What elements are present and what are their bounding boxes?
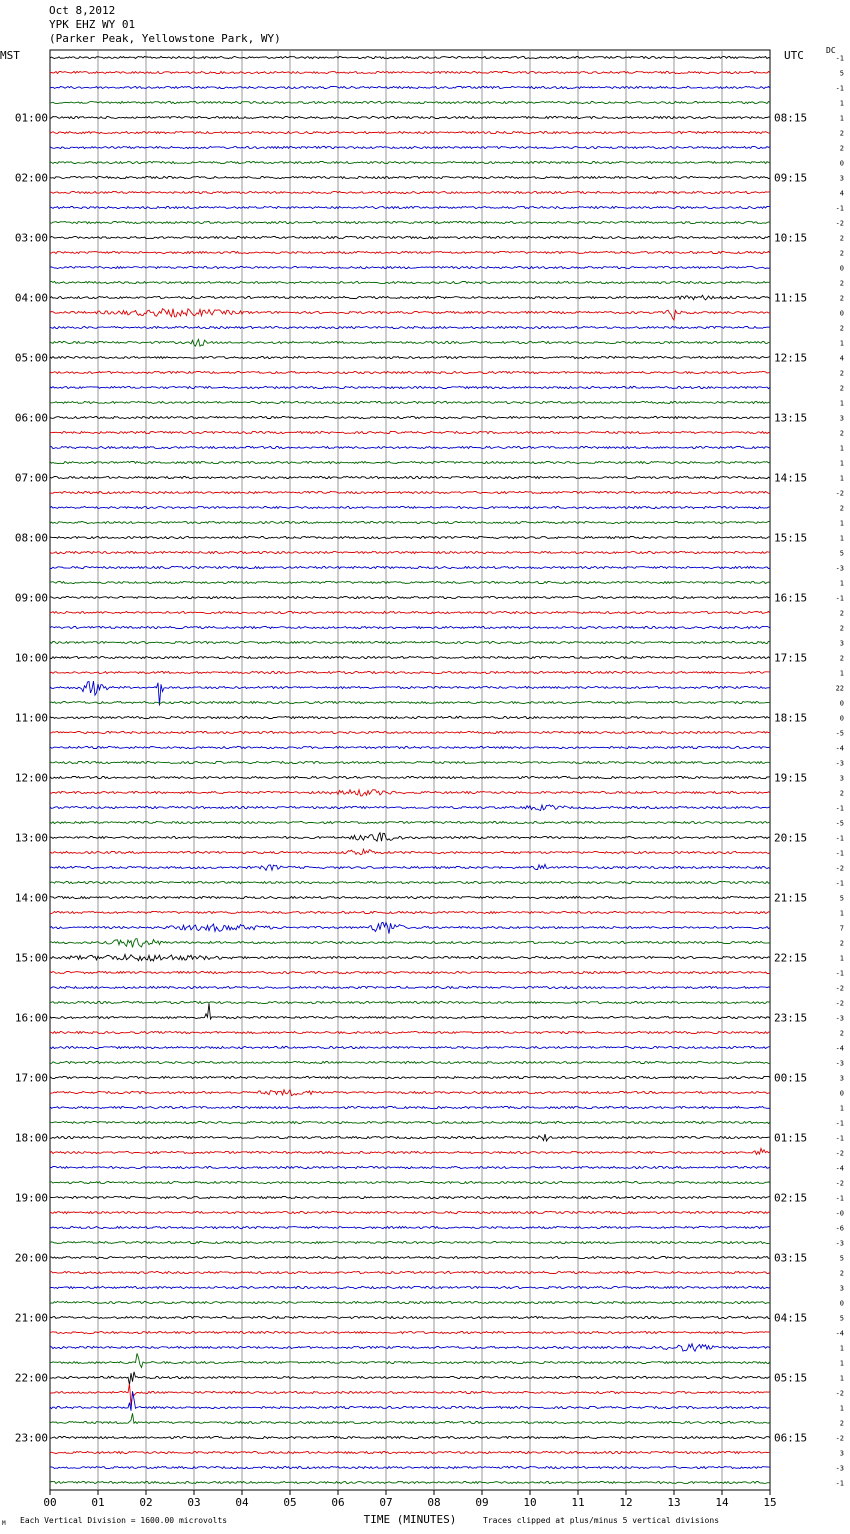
trace-row-94: [50, 1451, 770, 1453]
utc-hour-label: 12:15: [774, 351, 808, 365]
utc-label: UTC: [784, 49, 804, 62]
dc-offset-label: -3: [835, 564, 844, 573]
trace-row-23: [50, 386, 770, 388]
utc-hour-label: 06:15: [774, 1431, 808, 1445]
x-tick-label: 15: [763, 1496, 777, 1509]
dc-offset-label: -1: [835, 1119, 844, 1128]
utc-hour-label: 22:15: [774, 951, 808, 965]
trace-row-11: [50, 206, 770, 208]
mst-hour-label: 05:00: [14, 351, 48, 365]
dc-offset-label: -1: [835, 804, 844, 813]
x-tick-label: 04: [235, 1496, 249, 1509]
dc-offset-label: 0: [839, 1089, 844, 1098]
dc-offset-label: 3: [839, 1074, 844, 1083]
trace-row-22: [50, 371, 770, 373]
chart-station: YPK EHZ WY 01: [49, 18, 136, 31]
dc-offset-label: 0: [839, 699, 844, 708]
dc-offset-label: -2: [835, 1149, 844, 1158]
dc-offset-label: -5: [835, 819, 844, 828]
trace-row-6: [50, 131, 770, 133]
trace-row-65: [50, 1004, 770, 1020]
trace-row-17: [50, 295, 770, 300]
trace-row-61: [50, 955, 770, 961]
dc-offset-label: 2: [839, 144, 844, 153]
dc-offset-label: 1: [839, 579, 844, 588]
dc-offset-label: 1: [839, 954, 844, 963]
dc-offset-label: -2: [835, 219, 844, 228]
dc-offset-label: 1: [839, 1359, 844, 1368]
trace-row-24: [50, 401, 770, 403]
dc-offset-label: 1: [839, 534, 844, 543]
trace-row-31: [50, 506, 770, 508]
trace-row-58: [50, 911, 770, 913]
dc-offset-label: 2: [839, 624, 844, 633]
trace-row-54: [50, 849, 770, 855]
trace-row-53: [50, 833, 770, 842]
dc-offset-label: 1: [839, 669, 844, 678]
trace-row-8: [50, 161, 770, 163]
footer-mark: M: [2, 1520, 6, 1527]
dc-offset-label: 1: [839, 114, 844, 123]
trace-row-48: [50, 761, 770, 763]
mst-hour-label: 15:00: [14, 951, 48, 965]
mst-hour-label: 14:00: [14, 891, 48, 905]
trace-row-45: [50, 716, 770, 718]
dc-offset-label: -1: [835, 834, 844, 843]
x-tick-label: 06: [331, 1496, 345, 1509]
utc-hour-label: 21:15: [774, 891, 808, 905]
dc-offset-label: 2: [839, 369, 844, 378]
mst-label: MST: [0, 49, 20, 62]
trace-row-80: [50, 1241, 770, 1243]
x-tick-label: 08: [427, 1496, 441, 1509]
x-tick-label: 13: [667, 1496, 681, 1509]
dc-offset-label: 5: [839, 1314, 844, 1323]
mst-hour-label: 21:00: [14, 1311, 48, 1325]
utc-hour-label: 09:15: [774, 171, 808, 185]
mst-hour-label: 04:00: [14, 291, 48, 305]
trace-row-47: [50, 746, 770, 748]
dc-offset-label: 2: [839, 234, 844, 243]
dc-offset-label: -5: [835, 729, 844, 738]
mst-hour-label: 22:00: [14, 1371, 48, 1385]
dc-offset-label: -1: [835, 849, 844, 858]
trace-row-50: [50, 790, 770, 796]
clip-note: Traces clipped at plus/minus 5 vertical divisions: [483, 1516, 720, 1525]
dc-offset-label: 7: [839, 924, 844, 933]
trace-row-77: [50, 1196, 770, 1198]
dc-offset-label: 2: [839, 324, 844, 333]
trace-row-36: [50, 581, 770, 583]
trace-row-40: [50, 641, 770, 643]
dc-offset-label: 0: [839, 309, 844, 318]
dc-offset-label: -2: [835, 1389, 844, 1398]
dc-offset-label: 3: [839, 1284, 844, 1293]
trace-row-66: [50, 1031, 770, 1033]
dc-offset-label: 3: [839, 639, 844, 648]
trace-row-14: [50, 251, 770, 253]
trace-row-55: [50, 864, 770, 870]
mst-hour-label: 20:00: [14, 1251, 48, 1265]
x-tick-label: 02: [139, 1496, 153, 1509]
utc-hour-label: 05:15: [774, 1371, 808, 1385]
x-tick-label: 11: [571, 1496, 585, 1509]
trace-row-56: [50, 881, 770, 883]
trace-row-71: [50, 1106, 770, 1108]
dc-offset-label: 2: [839, 429, 844, 438]
trace-row-79: [50, 1226, 770, 1228]
dc-offset-label: -2: [835, 864, 844, 873]
dc-offset-label: -0: [835, 1209, 844, 1218]
utc-hour-label: 01:15: [774, 1131, 808, 1145]
dc-offset-label: 3: [839, 414, 844, 423]
dc-offset-label: 1: [839, 444, 844, 453]
trace-row-49: [50, 776, 770, 778]
trace-row-39: [50, 626, 770, 628]
trace-row-86: [50, 1331, 770, 1333]
dc-offset-label: -2: [835, 1434, 844, 1443]
trace-row-16: [50, 281, 770, 283]
trace-row-60: [50, 939, 770, 948]
trace-row-3: [50, 86, 770, 88]
utc-hour-label: 08:15: [774, 111, 808, 125]
trace-row-73: [50, 1134, 770, 1141]
utc-hour-label: 14:15: [774, 471, 808, 485]
dc-offset-label: 2: [839, 1269, 844, 1278]
trace-row-84: [50, 1301, 770, 1303]
trace-row-2: [50, 71, 770, 73]
dc-offset-label: 3: [839, 174, 844, 183]
dc-offset-label: -1: [835, 879, 844, 888]
dc-offset-label: 2: [839, 249, 844, 258]
mst-hour-label: 09:00: [14, 591, 48, 605]
trace-row-29: [50, 476, 770, 478]
x-tick-label: 05: [283, 1496, 297, 1509]
dc-offset-label: 1: [839, 399, 844, 408]
dc-offset-label: -3: [835, 1059, 844, 1068]
trace-row-63: [50, 986, 770, 988]
utc-hour-label: 20:15: [774, 831, 808, 845]
dc-offset-label: 5: [839, 549, 844, 558]
dc-offset-label: -2: [835, 984, 844, 993]
trace-row-70: [50, 1090, 770, 1096]
dc-offset-label: -1: [835, 1479, 844, 1488]
dc-offset-label: 1: [839, 1344, 844, 1353]
dc-offset-label: -3: [835, 1464, 844, 1473]
utc-hour-label: 00:15: [774, 1071, 808, 1085]
utc-hour-label: 16:15: [774, 591, 808, 605]
mst-hour-label: 10:00: [14, 651, 48, 665]
trace-row-19: [50, 326, 770, 328]
dc-offset-label: 2: [839, 654, 844, 663]
trace-row-27: [50, 446, 770, 448]
trace-row-38: [50, 611, 770, 613]
trace-row-18: [50, 309, 770, 320]
dc-offset-label: 2: [839, 609, 844, 618]
dc-offset-label: 1: [839, 1404, 844, 1413]
trace-row-69: [50, 1076, 770, 1078]
dc-offset-label: 2: [839, 279, 844, 288]
trace-row-37: [50, 596, 770, 598]
x-tick-label: 14: [715, 1496, 729, 1509]
trace-row-41: [50, 656, 770, 658]
dc-offset-label: 1: [839, 909, 844, 918]
dc-offset-label: 0: [839, 159, 844, 168]
chart-location: (Parker Peak, Yellowstone Park, WY): [49, 32, 281, 45]
dc-offset-label: 1: [839, 99, 844, 108]
trace-row-82: [50, 1271, 770, 1273]
mst-hour-label: 08:00: [14, 531, 48, 545]
dc-offset-label: -1: [835, 1194, 844, 1203]
trace-row-74: [50, 1148, 770, 1154]
trace-row-46: [50, 731, 770, 733]
dc-offset-label: -3: [835, 1014, 844, 1023]
dc-offset-label: 4: [839, 354, 844, 363]
mst-hour-label: 16:00: [14, 1011, 48, 1025]
dc-offset-label: -1: [835, 1134, 844, 1143]
mst-hour-label: 23:00: [14, 1431, 48, 1445]
dc-offset-label: -2: [835, 1179, 844, 1188]
dc-offset-label: 1: [839, 474, 844, 483]
trace-row-25: [50, 416, 770, 418]
trace-row-12: [50, 221, 770, 223]
dc-label: DC: [826, 46, 836, 55]
trace-row-91: [50, 1391, 770, 1410]
dc-offset-label: 3: [839, 774, 844, 783]
trace-row-26: [50, 431, 770, 433]
dc-offset-label: -3: [835, 1239, 844, 1248]
dc-offset-label: 2: [839, 1419, 844, 1428]
trace-row-62: [50, 971, 770, 973]
trace-row-81: [50, 1256, 770, 1258]
trace-row-72: [50, 1121, 770, 1123]
dc-offset-label: -1: [835, 204, 844, 213]
utc-hour-label: 18:15: [774, 711, 808, 725]
trace-row-21: [50, 356, 770, 358]
dc-offset-label: 0: [839, 264, 844, 273]
dc-offset-label: 5: [839, 894, 844, 903]
mst-hour-label: 19:00: [14, 1191, 48, 1205]
dc-offset-label: -6: [835, 1224, 844, 1233]
utc-hour-label: 04:15: [774, 1311, 808, 1325]
trace-row-78: [50, 1211, 770, 1213]
trace-row-32: [50, 521, 770, 523]
dc-offset-label: 4: [839, 189, 844, 198]
utc-hour-label: 19:15: [774, 771, 808, 785]
trace-row-33: [50, 536, 770, 538]
dc-offset-label: 1: [839, 339, 844, 348]
dc-offset-label: -1: [835, 54, 844, 63]
trace-row-89: [50, 1372, 770, 1385]
mst-hour-label: 18:00: [14, 1131, 48, 1145]
trace-row-76: [50, 1181, 770, 1183]
utc-hour-label: 11:15: [774, 291, 808, 305]
dc-offset-label: -4: [835, 744, 844, 753]
trace-row-88: [50, 1353, 770, 1367]
x-tick-label: 10: [523, 1496, 537, 1509]
dc-offset-label: -4: [835, 1329, 844, 1338]
mst-hour-label: 07:00: [14, 471, 48, 485]
mst-hour-label: 01:00: [14, 111, 48, 125]
dc-offset-label: 3: [839, 1449, 844, 1458]
x-tick-label: 01: [91, 1496, 105, 1509]
dc-offset-label: -1: [835, 969, 844, 978]
x-tick-label: 12: [619, 1496, 633, 1509]
trace-row-9: [50, 176, 770, 178]
dc-offset-label: -4: [835, 1164, 844, 1173]
dc-offset-label: 5: [839, 69, 844, 78]
chart-date: Oct 8,2012: [49, 4, 116, 17]
trace-row-67: [50, 1046, 770, 1048]
dc-offset-label: 1: [839, 1104, 844, 1113]
utc-hour-label: 15:15: [774, 531, 808, 545]
utc-hour-label: 17:15: [774, 651, 808, 665]
dc-offset-label: -2: [835, 489, 844, 498]
dc-offset-label: 0: [839, 1299, 844, 1308]
trace-row-42: [50, 671, 770, 673]
dc-offset-label: 1: [839, 1374, 844, 1383]
mst-hour-label: 02:00: [14, 171, 48, 185]
trace-row-90: [50, 1384, 770, 1406]
trace-row-93: [50, 1436, 770, 1438]
trace-row-44: [50, 701, 770, 703]
trace-row-52: [50, 821, 770, 823]
trace-row-35: [50, 566, 770, 568]
trace-row-13: [50, 236, 770, 238]
mst-hour-label: 13:00: [14, 831, 48, 845]
dc-offset-label: 1: [839, 519, 844, 528]
dc-offset-label: -1: [835, 84, 844, 93]
dc-offset-label: 5: [839, 1254, 844, 1263]
dc-offset-label: 2: [839, 129, 844, 138]
dc-offset-label: 2: [839, 384, 844, 393]
dc-offset-label: 0: [839, 714, 844, 723]
dc-offset-label: 2: [839, 789, 844, 798]
trace-row-75: [50, 1166, 770, 1168]
scale-note: Each Vertical Division = 1600.00 microvolts: [20, 1516, 228, 1525]
dc-offset-label: 2: [839, 1029, 844, 1038]
mst-hour-label: 06:00: [14, 411, 48, 425]
mst-hour-label: 17:00: [14, 1071, 48, 1085]
mst-hour-label: 12:00: [14, 771, 48, 785]
x-tick-label: 09: [475, 1496, 489, 1509]
dc-offset-label: 2: [839, 294, 844, 303]
utc-hour-label: 13:15: [774, 411, 808, 425]
utc-hour-label: 10:15: [774, 231, 808, 245]
x-tick-label: 07: [379, 1496, 393, 1509]
trace-row-87: [50, 1344, 770, 1351]
dc-offset-label: -2: [835, 999, 844, 1008]
dc-offset-label: 2: [839, 939, 844, 948]
x-tick-label: 03: [187, 1496, 201, 1509]
dc-offset-label: -1: [835, 594, 844, 603]
trace-row-34: [50, 551, 770, 553]
trace-row-20: [50, 339, 770, 346]
utc-hour-label: 23:15: [774, 1011, 808, 1025]
dc-offset-label: 22: [835, 684, 844, 693]
mst-hour-label: 11:00: [14, 711, 48, 725]
trace-row-59: [50, 922, 770, 933]
trace-row-57: [50, 896, 770, 898]
trace-row-4: [50, 101, 770, 103]
x-axis-title: TIME (MINUTES): [363, 1513, 457, 1526]
trace-row-10: [50, 191, 770, 193]
trace-row-68: [50, 1061, 770, 1063]
trace-row-7: [50, 146, 770, 148]
trace-row-83: [50, 1286, 770, 1288]
dc-offset-label: 2: [839, 504, 844, 513]
trace-row-92: [50, 1413, 770, 1423]
trace-row-1: [50, 56, 770, 58]
trace-row-51: [50, 805, 770, 811]
trace-row-15: [50, 266, 770, 268]
trace-row-30: [50, 491, 770, 493]
utc-hour-label: 03:15: [774, 1251, 808, 1265]
utc-hour-label: 02:15: [774, 1191, 808, 1205]
x-tick-label: 00: [43, 1496, 57, 1509]
trace-row-85: [50, 1316, 770, 1318]
trace-row-64: [50, 1001, 770, 1003]
trace-row-95: [50, 1466, 770, 1468]
dc-offset-label: -3: [835, 759, 844, 768]
trace-row-96: [50, 1481, 770, 1483]
dc-offset-label: -4: [835, 1044, 844, 1053]
mst-hour-label: 03:00: [14, 231, 48, 245]
trace-row-28: [50, 461, 770, 463]
trace-row-5: [50, 116, 770, 118]
dc-offset-label: 1: [839, 459, 844, 468]
